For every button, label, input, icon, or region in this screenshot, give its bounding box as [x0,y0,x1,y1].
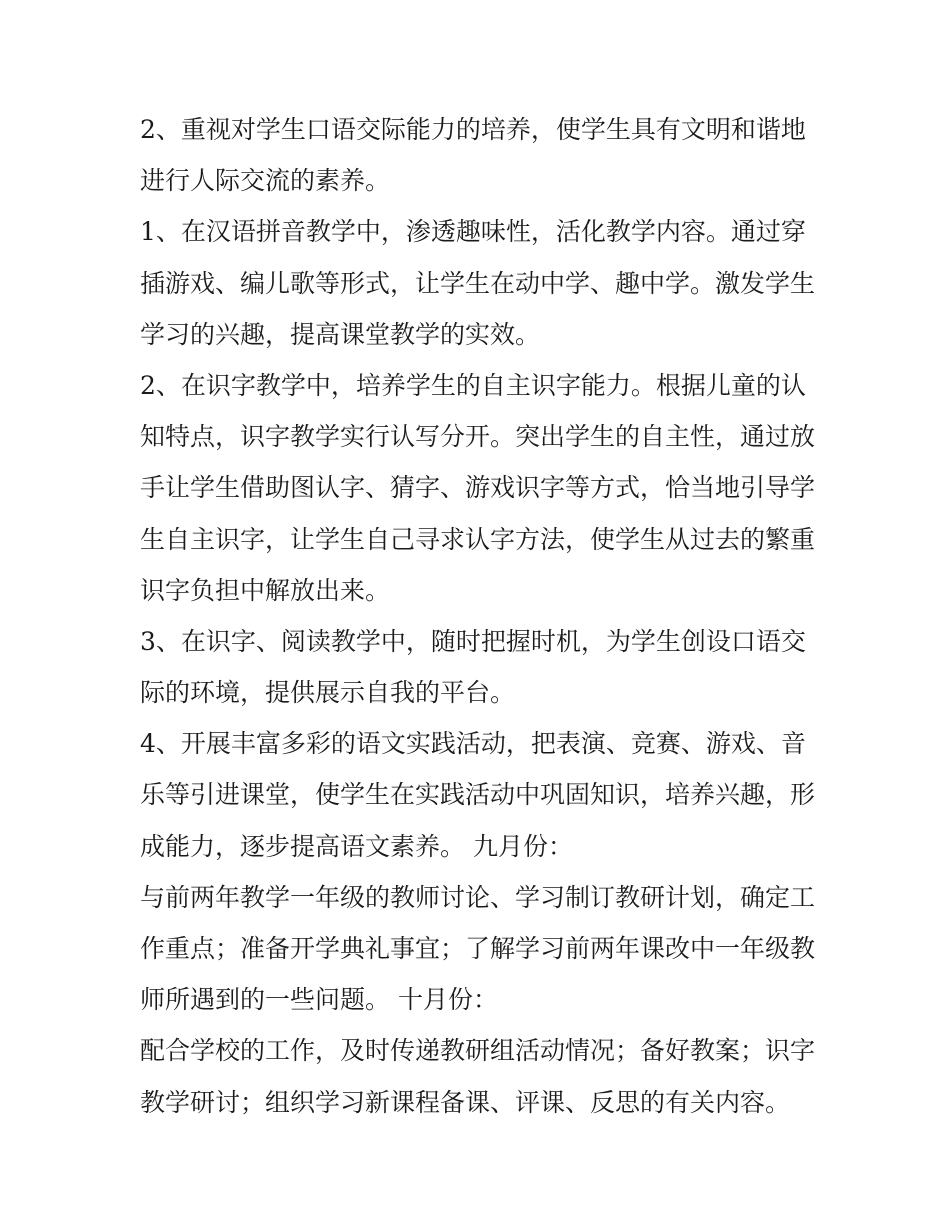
text-line: 2、重视对学生口语交际能力的培养，使学生具有文明和谐地 [140,115,806,144]
text-line: 1、在汉语拼音教学中，渗透趣味性，活化教学内容。通过穿 [140,217,806,247]
text-line: 2、在识字教学中，培养学生的自主识字能力。根据儿童的认 [140,370,806,400]
text-line: 作重点；准备开学典礼事宜；了解学习前两年课改中一年级教 [140,934,816,963]
document-body [140,104,820,1128]
paragraph-measure-1 [140,206,820,360]
text-line: 师所遇到的一些问题。 十月份： [140,985,498,1015]
text-line: 配合学校的工作，及时传递教研组活动情况；备好教案；识字 [140,1036,816,1066]
paragraph-measure-3 [140,616,820,718]
text-line: 识字负担中解放出来。 [140,575,391,605]
text-line: 生自主识字，让学生自己寻求认字方法，使学生从过去的繁重 [140,524,816,554]
paragraph-goal-2 [140,104,820,206]
text-line: 与前两年教学一年级的教师讨论、学习制订教研计划，确定工 [140,882,816,912]
text-line: 成能力，逐步提高语文素养。 九月份： [140,831,573,861]
paragraph-measure-4 [140,718,820,872]
text-line: 际的环境，提供展示自我的平台。 [140,678,516,708]
text-line: 教学研讨；组织学习新课程备课、评课、反思的有关内容。 [140,1087,791,1117]
text-line: 乐等引进课堂，使学生在实践活动中巩固知识，培养兴趣，形 [140,780,816,810]
text-line: 4、开展丰富多彩的语文实践活动，把表演、竞赛、游戏、音 [140,729,806,759]
paragraph-september [140,872,820,1026]
paragraph-october [140,1025,820,1127]
text-line: 学习的兴趣，提高课堂教学的实效。 [140,319,541,349]
text-line: 手让学生借助图认字、猜字、游戏识字等方式，恰当地引导学 [140,473,816,503]
text-line: 插游戏、编儿歌等形式，让学生在动中学、趣中学。激发学生 [140,268,816,298]
text-line: 进行人际交流的素养。 [140,166,391,196]
text-line: 知特点，识字教学实行认写分开。突出学生的自主性，通过放 [140,422,816,452]
text-line: 3、在识字、阅读教学中，随时把握时机，为学生创设口语交 [140,626,806,656]
paragraph-measure-2 [140,360,820,616]
